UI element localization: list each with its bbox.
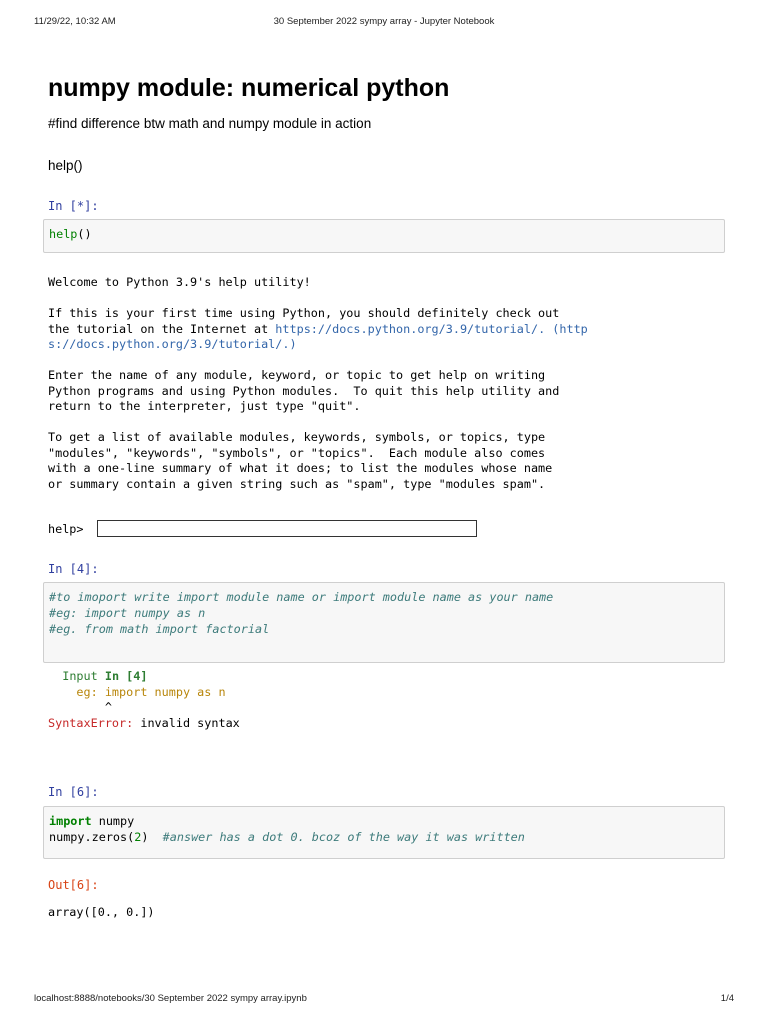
tutorial-link-cont[interactable]: s://docs.python.org/3.9/tutorial/.) xyxy=(48,337,297,351)
cell-3-prompt: In [6]: xyxy=(48,785,99,799)
help-p1-l1: If this is your first time using Python, you should definitely check out xyxy=(48,306,560,320)
cell-2-error-output xyxy=(48,669,240,731)
cell-3-output-value: array([0., 0.]) xyxy=(48,905,155,919)
cell-1-prompt: In [*]: xyxy=(48,199,99,213)
traceback-code: eg: import numpy as n xyxy=(76,684,226,699)
help-input[interactable] xyxy=(97,520,477,537)
comment-line-2: #eg: import numpy as n xyxy=(49,606,206,620)
help-p3-l4: or summary contain a given string such as "spam", type "modules spam". xyxy=(48,476,546,491)
cell-3-out-prompt: Out[6]: xyxy=(48,878,99,892)
print-header xyxy=(34,16,734,27)
help-prompt-label: help> xyxy=(48,522,84,536)
help-p1-l2: the tutorial on the Internet at https://docs.python.org/3.9/tutorial/. (http xyxy=(48,321,588,336)
print-title: 30 September 2022 sympy array - Jupyter Notebook xyxy=(273,16,495,27)
cell-2-code[interactable] xyxy=(43,582,725,663)
code-import-line: import numpy xyxy=(49,814,135,828)
tutorial-link[interactable]: https://docs.python.org/3.9/tutorial/. (http xyxy=(275,321,588,336)
cell-1-output xyxy=(48,275,588,492)
markdown-line-find-difference: #find difference btw math and numpy module in action xyxy=(48,116,372,131)
print-datetime: 11/29/22, 10:32 AM xyxy=(34,16,116,27)
comment-line-1: #to imoport write import module name or import module name as your name xyxy=(49,590,554,604)
comment-line-3: #eg. from math import factorial xyxy=(49,622,270,636)
help-welcome: Welcome to Python 3.9's help utility! xyxy=(48,275,311,289)
help-p3-l1: To get a list of available modules, keywords, symbols, or topics, type xyxy=(48,430,546,444)
cell-3-code[interactable] xyxy=(43,806,725,859)
print-url: localhost:8888/notebooks/30 September 2022 sympy array.ipynb xyxy=(34,993,307,1004)
markdown-line-help: help() xyxy=(48,158,83,173)
cell-2-prompt: In [4]: xyxy=(48,562,99,576)
syntax-error-line: SyntaxError: invalid syntax xyxy=(48,715,240,730)
help-p3-l3: with a one-line summary of what it does; to list the modules whose name xyxy=(48,461,553,475)
code-parens: () xyxy=(77,227,92,241)
answer-comment: #answer has a dot 0. bcoz of the way it was written xyxy=(162,830,525,844)
cell-1-code[interactable] xyxy=(43,219,725,253)
code-zeros-line: numpy.zeros(2) #answer has a dot 0. bcoz of the way it was written xyxy=(49,830,525,844)
help-p2-l3: return to the interpreter, just type "quit". xyxy=(48,399,361,413)
help-p3-l2: "modules", "keywords", "symbols", or "topics". Each module also comes xyxy=(48,445,546,460)
code-help-call: help xyxy=(49,227,78,241)
help-p2-l1: Enter the name of any module, keyword, or topic to get help on writing xyxy=(48,368,546,382)
print-footer xyxy=(34,993,734,1004)
print-page-number: 1/4 xyxy=(720,993,734,1004)
help-p2-l2: Python programs and using Python modules. To quit this help utility and xyxy=(48,383,560,398)
notebook-heading: numpy module: numerical python xyxy=(48,74,450,102)
traceback-caret: ^ xyxy=(104,700,112,714)
traceback-header: Input In [4] xyxy=(62,669,148,683)
